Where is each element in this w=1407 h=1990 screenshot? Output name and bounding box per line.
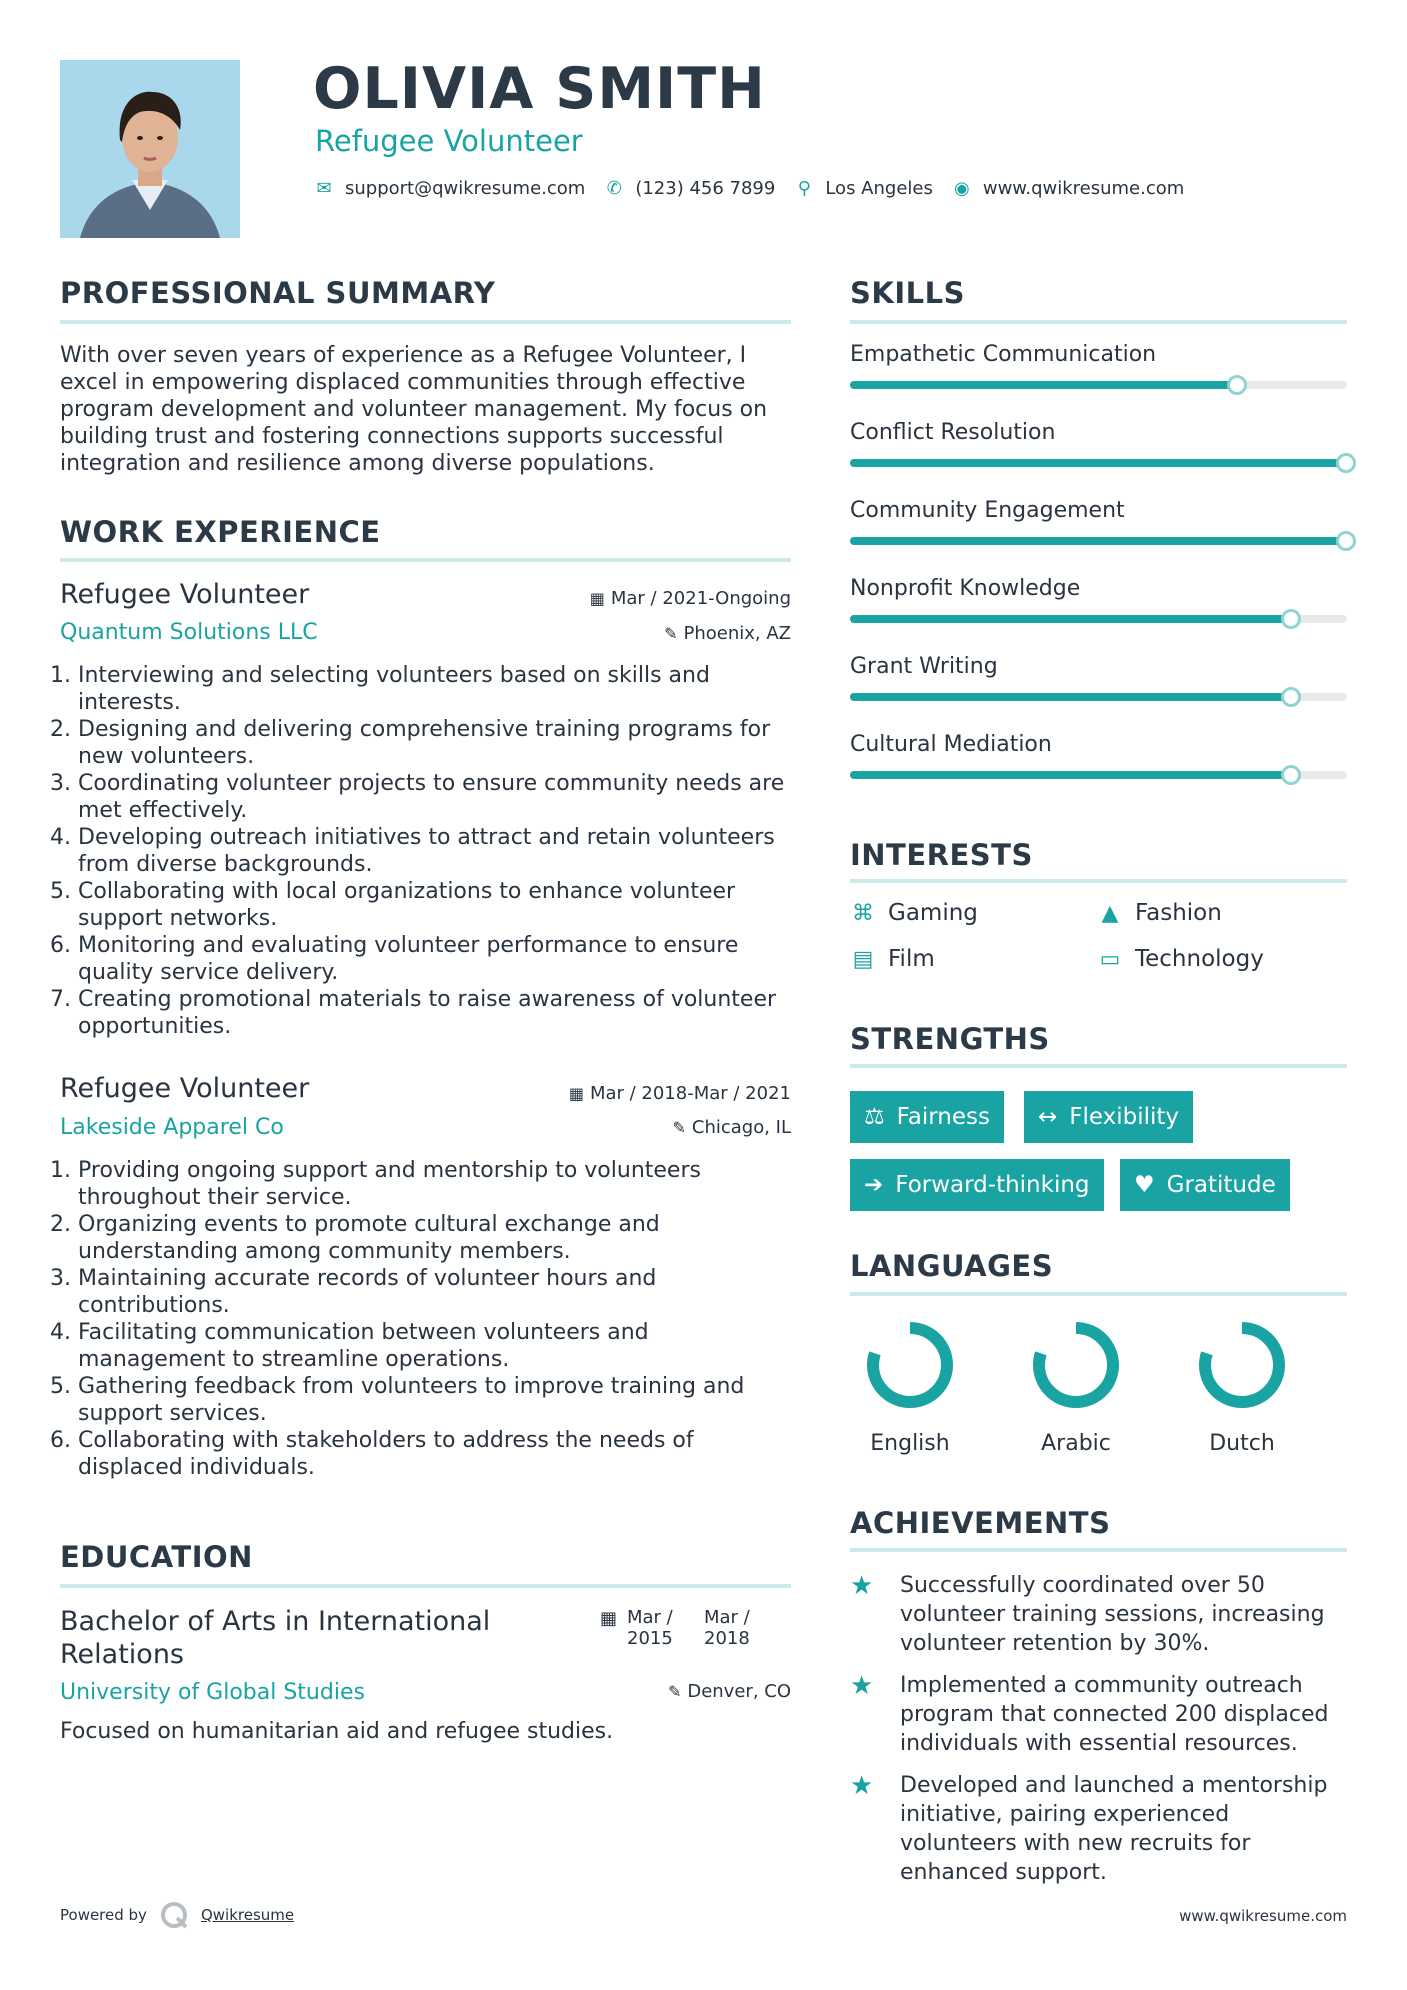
skill-label: Community Engagement [850, 498, 1125, 523]
summary-divider [60, 320, 791, 324]
experience-heading: WORK EXPERIENCE [60, 515, 381, 549]
calendar-icon: ▦ [589, 589, 605, 608]
summary-text: With over seven years of experience as a Refugee Volunteer, I excel in empowering displaced communities through effective program development and volunteer management. My focus on building trust and fostering connections supports successful integration and resilience among diverse populations. [60, 343, 768, 476]
language-item [840, 1315, 980, 1456]
film-icon: ▤ [852, 946, 874, 972]
interest-technology [1097, 946, 1264, 972]
list-item: 3. Maintaining accurate records of volunteer hours and contributions. [78, 1265, 795, 1319]
website-link[interactable]: www.qwikresume.com [982, 178, 1185, 199]
achievement-item [850, 1771, 1347, 1887]
skill-label: Nonprofit Knowledge [850, 576, 1081, 601]
heart-icon: ♥ [1134, 1172, 1155, 1198]
achievement-text: Implemented a community outreach program that connected 200 displaced individuals with essential resources. [900, 1673, 1329, 1756]
pushpin-icon: ✎ [667, 1682, 682, 1701]
job-company: Lakeside Apparel Co [60, 1115, 284, 1140]
languages-heading: LANGUAGES [850, 1249, 1054, 1283]
list-item: 5. Collaborating with local organizations to enhance volunteer support networks. [78, 878, 795, 932]
calendar-icon: ▦ [568, 1084, 584, 1103]
skill-row [850, 576, 1347, 623]
skill-row [850, 498, 1347, 545]
job-dates [569, 1083, 791, 1104]
candidate-name: OLIVIA SMITH [313, 56, 766, 122]
job-location-text: Chicago, IL [691, 1117, 791, 1138]
language-label: English [870, 1431, 950, 1456]
list-item: 6. Collaborating with stakeholders to address the needs of displaced individuals. [78, 1427, 795, 1481]
language-item [1006, 1315, 1146, 1456]
language-ring [1172, 1315, 1312, 1415]
strengths-heading: STRENGTHS [850, 1022, 1050, 1056]
balance-scale-icon: ⚖ [864, 1104, 885, 1130]
interest-gaming [850, 900, 978, 926]
skill-bar-track [850, 459, 1347, 467]
skill-bar-knob [1281, 687, 1301, 707]
skill-row [850, 732, 1347, 779]
interest-fashion [1097, 900, 1222, 926]
summary-heading: PROFESSIONAL SUMMARY [60, 276, 496, 310]
skills-divider [850, 320, 1347, 324]
qwikresume-link[interactable]: Qwikresume [200, 1906, 295, 1924]
strength-badge-gratitude [1120, 1159, 1290, 1211]
job-company: Quantum Solutions LLC [60, 620, 318, 645]
achievement-text: Developed and launched a mentorship initiative, pairing experienced volunteers with new recruits for enhanced support. [900, 1773, 1328, 1885]
skill-bar-fill [850, 381, 1238, 389]
email-link[interactable]: support@qwikresume.com [345, 178, 586, 199]
footer-powered [60, 1900, 294, 1930]
arrow-right-icon: ➔ [864, 1172, 884, 1198]
envelope-icon: ✉ [316, 178, 332, 199]
skill-bar-fill [850, 771, 1292, 779]
skill-label: Conflict Resolution [850, 420, 1056, 445]
footer-website[interactable]: www.qwikresume.com [1179, 1907, 1347, 1925]
job-dates-text: Mar / 2021-Ongoing [610, 588, 791, 609]
person-portrait-icon [60, 60, 240, 238]
laptop-icon: ▭ [1099, 946, 1121, 972]
list-item: 3. Coordinating volunteer projects to ensure community needs are met effectively. [78, 770, 795, 824]
achievement-item [850, 1671, 1347, 1758]
map-marker-icon: ⚲ [797, 178, 811, 199]
star-icon: ★ [850, 1571, 874, 1601]
list-item: 1. Providing ongoing support and mentorship to volunteers throughout their service. [78, 1157, 795, 1211]
list-item: 6. Monitoring and evaluating volunteer performance to ensure quality service delivery. [78, 932, 795, 986]
achievements-divider [850, 1548, 1347, 1552]
language-label: Dutch [1209, 1431, 1275, 1456]
languages-divider [850, 1292, 1347, 1296]
interest-label: Technology [1135, 946, 1264, 972]
interests-divider [850, 879, 1347, 883]
list-item: 5. Gathering feedback from volunteers to improve training and support services. [78, 1373, 795, 1427]
skill-bar-knob [1281, 609, 1301, 629]
skill-bar-fill [850, 693, 1292, 701]
location-text: Los Angeles [825, 178, 933, 199]
skill-row [850, 342, 1347, 389]
achievement-text: Successfully coordinated over 50 volunteer training sessions, increasing volunteer retention by 30%. [900, 1573, 1325, 1656]
calendar-icon: ▦ [600, 1608, 618, 1629]
profile-photo [60, 60, 240, 238]
strength-label: Fairness [896, 1104, 990, 1130]
language-ring [840, 1315, 980, 1415]
powered-by-text: Powered by [60, 1906, 147, 1924]
list-item: 4. Facilitating communication between volunteers and management to streamline operations. [78, 1319, 795, 1373]
arrows-horizontal-icon: ↔ [1038, 1104, 1058, 1130]
strength-label: Forward-thinking [895, 1172, 1090, 1198]
strength-badge-flexibility [1024, 1091, 1193, 1143]
achievement-item [850, 1571, 1347, 1658]
skill-label: Grant Writing [850, 654, 998, 679]
pushpin-icon: ✎ [672, 1118, 686, 1137]
strength-label: Gratitude [1166, 1172, 1276, 1198]
education-heading: EDUCATION [60, 1540, 253, 1574]
contact-row [313, 178, 1184, 199]
globe-icon: ◉ [953, 178, 970, 199]
education-start: Mar / 2015 [627, 1607, 673, 1649]
list-item: 2. Organizing events to promote cultural exchange and understanding among community members. [78, 1211, 795, 1265]
language-ring [1006, 1315, 1146, 1415]
skill-bar-track [850, 615, 1347, 623]
skill-label: Empathetic Communication [850, 342, 1157, 367]
skill-row [850, 654, 1347, 701]
skill-bar-track [850, 537, 1347, 545]
list-item: 7. Creating promotional materials to raise awareness of volunteer opportunities. [78, 986, 795, 1040]
languages-list [840, 1315, 1360, 1465]
education-location-text: Denver, CO [687, 1681, 791, 1702]
education-description: Focused on humanitarian aid and refugee studies. [60, 1719, 614, 1744]
job-bullets [60, 662, 795, 1040]
shopping-bag-icon: ▲ [1101, 900, 1119, 926]
qwikresume-logo-icon [159, 1900, 189, 1930]
skill-bar-knob [1281, 765, 1301, 785]
candidate-role: Refugee Volunteer [315, 124, 583, 158]
education-end: Mar / 2018 [704, 1607, 750, 1649]
interests-heading: INTERESTS [850, 838, 1033, 872]
language-item [1172, 1315, 1312, 1456]
skill-bar-track [850, 381, 1347, 389]
strength-badge-fairness [850, 1091, 1004, 1143]
strengths-divider [850, 1064, 1347, 1068]
job-dates-text: Mar / 2018-Mar / 2021 [589, 1083, 791, 1104]
skill-bar-track [850, 693, 1347, 701]
star-icon: ★ [850, 1771, 874, 1801]
language-label: Arabic [1041, 1431, 1111, 1456]
phone-number[interactable]: (123) 456 7899 [635, 178, 776, 199]
degree-title: Bachelor of Arts in International Relations [60, 1606, 491, 1670]
pushpin-icon: ✎ [664, 624, 678, 643]
skill-bar-fill [850, 537, 1347, 545]
experience-divider [60, 558, 791, 562]
strength-badge-forward-thinking [850, 1159, 1104, 1211]
skills-heading: SKILLS [850, 276, 965, 310]
job-dates [590, 588, 791, 609]
education-location [668, 1681, 791, 1702]
job-location-text: Phoenix, AZ [683, 623, 791, 644]
skill-bar-track [850, 771, 1347, 779]
skill-bar-knob [1336, 531, 1356, 551]
interest-film [850, 946, 935, 972]
job-title: Refugee Volunteer [60, 579, 310, 610]
school-name: University of Global Studies [60, 1680, 365, 1705]
skill-label: Cultural Mediation [850, 732, 1052, 757]
gamepad-icon: ⌘ [852, 900, 874, 926]
skill-bar-knob [1336, 453, 1356, 473]
education-divider [60, 1584, 791, 1588]
interest-label: Fashion [1135, 900, 1222, 926]
interest-label: Gaming [888, 900, 978, 926]
strength-label: Flexibility [1069, 1104, 1180, 1130]
achievements-heading: ACHIEVEMENTS [850, 1506, 1111, 1540]
skill-row [850, 420, 1347, 467]
skill-bar-fill [850, 459, 1347, 467]
interest-label: Film [888, 946, 935, 972]
star-icon: ★ [850, 1671, 874, 1701]
list-item: 4. Developing outreach initiatives to attract and retain volunteers from diverse backgrounds. [78, 824, 795, 878]
skill-bar-knob [1227, 375, 1247, 395]
phone-icon: ✆ [606, 178, 622, 199]
skill-bar-fill [850, 615, 1292, 623]
job-location [664, 623, 791, 644]
list-item: 1. Interviewing and selecting volunteers based on skills and interests. [78, 662, 795, 716]
job-title: Refugee Volunteer [60, 1073, 310, 1104]
job-location [672, 1117, 791, 1138]
job-bullets [60, 1157, 795, 1481]
list-item: 2. Designing and delivering comprehensive training programs for new volunteers. [78, 716, 795, 770]
